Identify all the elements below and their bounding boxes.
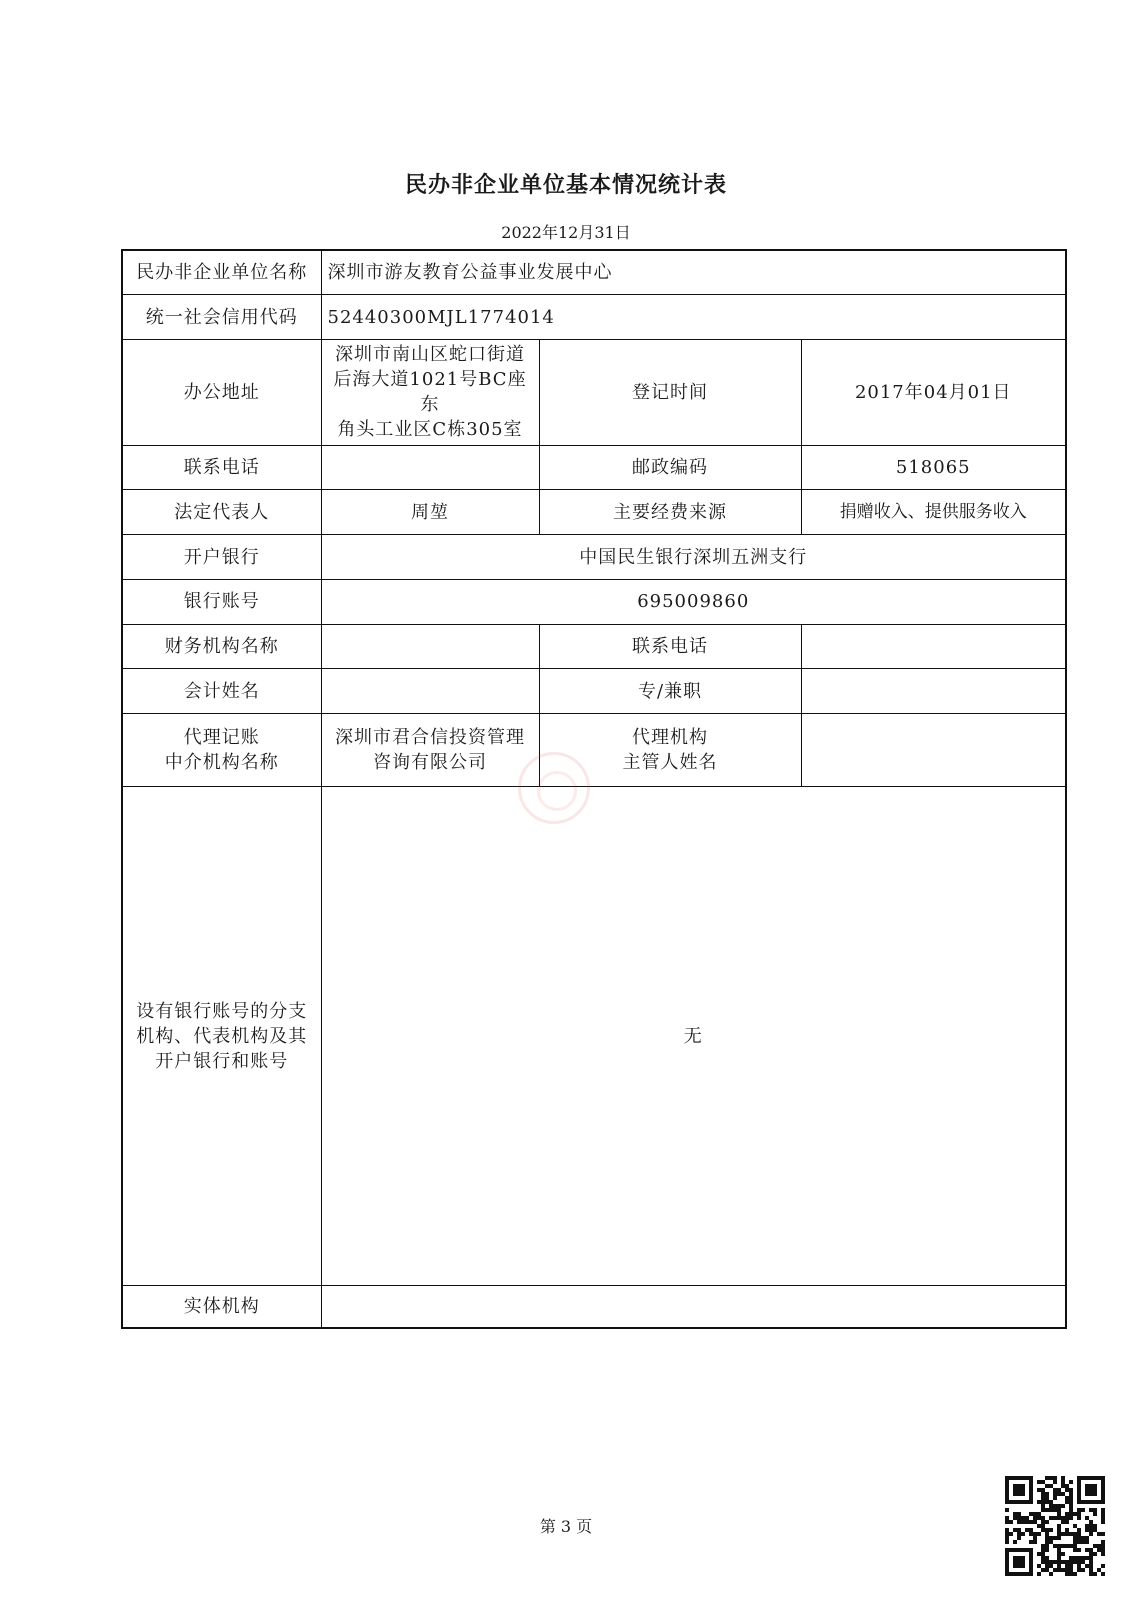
row-finance-org [122, 624, 1066, 669]
seal-watermark [518, 752, 590, 824]
row-legal-rep [122, 490, 1066, 535]
agent-head-label-line: 主管人姓名 [622, 752, 718, 774]
page-number: 第 3 页 [539, 1517, 593, 1536]
postcode-value: 518065 [801, 445, 1066, 490]
org-name-value: 深圳市游友教育公益事业发展中心 [321, 250, 1066, 295]
address-line: 深圳市南山区蛇口街道 [335, 344, 525, 366]
finance-org-value [321, 624, 539, 669]
agent-head-label-line: 代理机构 [632, 727, 708, 749]
qr-code-icon [1005, 1476, 1105, 1576]
legal-rep-label: 法定代表人 [122, 490, 321, 535]
bank-label: 开户银行 [122, 535, 321, 580]
row-address [122, 339, 1066, 445]
entity-value [321, 1285, 1066, 1328]
row-agent [122, 714, 1066, 787]
address-value [321, 339, 539, 445]
org-name-label: 民办非企业单位名称 [122, 250, 321, 295]
finance-org-label: 财务机构名称 [122, 624, 321, 669]
row-account [122, 579, 1066, 624]
accountant-value [321, 669, 539, 714]
account-label: 银行账号 [122, 579, 321, 624]
credit-code-label: 统一社会信用代码 [122, 295, 321, 340]
report-date: 2022年12月31日 [501, 223, 631, 242]
accountant-label: 会计姓名 [122, 669, 321, 714]
account-value: 695009860 [321, 579, 1066, 624]
address-label: 办公地址 [122, 339, 321, 445]
legal-rep-value: 周堃 [321, 490, 539, 535]
branch-label-line: 开户银行和账号 [155, 1050, 289, 1072]
agent-value-line: 深圳市君合信投资管理 [335, 727, 525, 749]
branch-label [122, 787, 321, 1285]
branch-value: 无 [321, 787, 1066, 1285]
postcode-label: 邮政编码 [539, 445, 801, 490]
finance-phone-label: 联系电话 [539, 624, 801, 669]
row-org-name [122, 250, 1066, 295]
funding-value: 捐赠收入、提供服务收入 [801, 490, 1066, 535]
finance-phone-value [801, 624, 1066, 669]
phone-value [321, 445, 539, 490]
agent-head-value [801, 714, 1066, 787]
address-line: 角头工业区C栋305室 [337, 419, 523, 441]
agent-label [122, 714, 321, 787]
branch-label-line: 机构、代表机构及其 [136, 1025, 308, 1047]
row-accountant [122, 669, 1066, 714]
row-entity [122, 1285, 1066, 1328]
funding-label: 主要经费来源 [539, 490, 801, 535]
row-credit-code [122, 295, 1066, 340]
row-phone [122, 445, 1066, 490]
org-info-table [121, 249, 1067, 1329]
register-time-value: 2017年04月01日 [801, 339, 1066, 445]
branch-label-line: 设有银行账号的分支 [136, 1000, 308, 1022]
row-bank [122, 535, 1066, 580]
bank-value: 中国民生银行深圳五洲支行 [321, 535, 1066, 580]
entity-label: 实体机构 [122, 1285, 321, 1328]
agent-value [321, 714, 539, 787]
agent-value-line: 咨询有限公司 [373, 752, 487, 774]
fulltime-label: 专/兼职 [539, 669, 801, 714]
agent-label-line: 中介机构名称 [164, 752, 279, 774]
row-branch [122, 787, 1066, 1285]
register-time-label: 登记时间 [539, 339, 801, 445]
phone-label: 联系电话 [122, 445, 321, 490]
document-title: 民办非企业单位基本情况统计表 [404, 172, 727, 198]
agent-label-line: 代理记账 [183, 727, 260, 749]
credit-code-value: 52440300MJL1774014 [321, 295, 1066, 340]
fulltime-value [801, 669, 1066, 714]
address-line: 后海大道1021号BC座东 [333, 369, 527, 416]
